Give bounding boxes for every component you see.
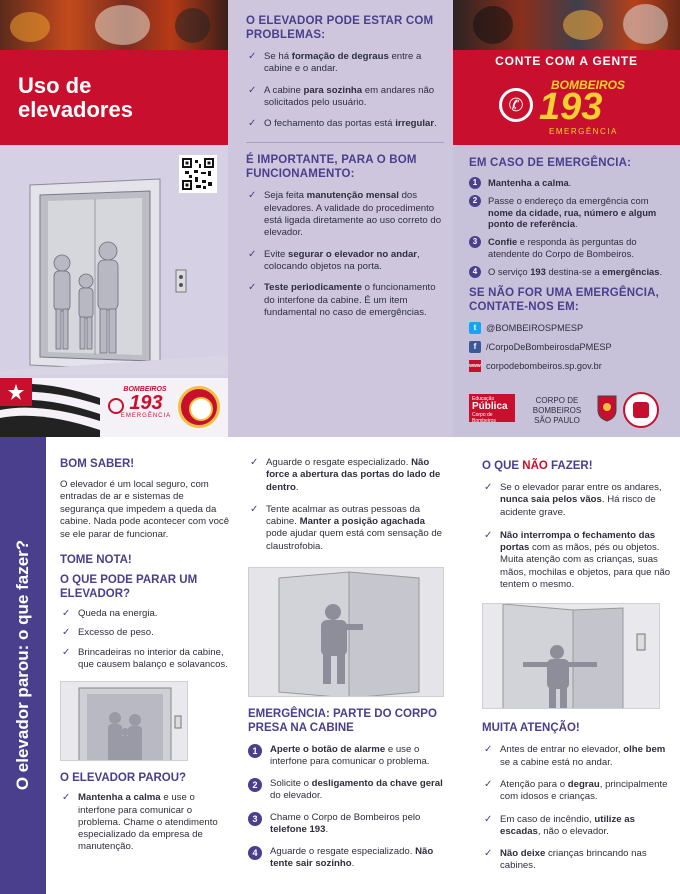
- list-item: ✓ O fechamento das portas está irregular.: [246, 118, 444, 130]
- waiting-list: [248, 457, 448, 553]
- list-item: ✓ Se há formação de degraus entre a cabine e o andar.: [246, 51, 444, 76]
- list-item: ✓ Não deixe crianças brincando nas cabines.: [482, 848, 674, 873]
- fire-department-seal-icon: [178, 386, 220, 428]
- elevator-stopped-heading: O ELEVADOR PAROU?: [60, 772, 187, 785]
- title-line-2: elevadores: [18, 97, 133, 122]
- list-item: ✓ Teste periodicamente o funcionamento do interfone da cabine. É um item fundamental no caso de emergências.: [246, 282, 444, 319]
- problems-section: [246, 14, 444, 319]
- column-2: [248, 457, 448, 870]
- list-item: ✓ Excesso de peso.: [60, 627, 230, 639]
- list-item: ✓ A cabine para sozinha em andares não solicitados pelo usuário.: [246, 85, 444, 110]
- logo-bottom: EMERGÊNCIA: [549, 127, 618, 136]
- list-item: ✓ Antes de entrar no elevador, olhe bem se a cabine está no andar.: [482, 744, 674, 769]
- what-not-to-do-heading: O QUE NÃO FAZER!: [482, 460, 593, 472]
- list-item: ✓ Evite segurar o elevador no andar, colocando objetos na porta.: [246, 249, 444, 274]
- twitter-icon: t: [469, 322, 481, 334]
- website-link[interactable]: www corpodebombeiros.sp.gov.br: [469, 360, 602, 371]
- attention-list: [482, 744, 674, 872]
- body-trapped-steps: [248, 744, 448, 870]
- title-band: [0, 50, 228, 145]
- list-item: 4 Aguarde o resgate especializado. Não tente sair sozinho.: [248, 846, 448, 871]
- divider: [246, 142, 444, 143]
- conte-title: CONTE COM A GENTE: [495, 54, 638, 68]
- list-item: ✓ Queda na energia.: [60, 608, 230, 620]
- list-item: 2 Solicite o desligamento da chave geral do elevador.: [248, 778, 448, 803]
- list-item: ✓ Em caso de incêndio, utilize as escadas, não o elevador.: [482, 814, 674, 839]
- firefighter-photo-strip-left: [0, 0, 228, 50]
- contacts: [469, 322, 674, 372]
- bombeiros-193-logo-small: [108, 386, 172, 428]
- list-item: 3 Confie e responda às perguntas do atendente do Corpo de Bombeiros.: [469, 236, 674, 260]
- list-item: ✓ Seja feita manutenção mensal dos elevadores. A validade do procedimento está ligada diretamente ao uso correto do elevador.: [246, 190, 444, 239]
- list-item: ✓ Brincadeiras no interior da cabine, que causem balanço e solavancos.: [60, 647, 230, 672]
- facebook-icon: f: [469, 341, 481, 353]
- list-item: ✓ Aguarde o resgate especializado. Não force a abertura das portas do lado de dentro.: [248, 457, 448, 494]
- corpo-de-bombeiros-label: CORPO DE BOMBEIROS SÃO PAULO: [532, 396, 582, 425]
- emergency-heading: EM CASO DE EMERGÊNCIA:: [469, 157, 632, 169]
- bom-saber-heading: BOM SABER!: [60, 458, 135, 470]
- educacao-publica-logo: Educação Pública Corpo de Bombeiros: [469, 394, 515, 422]
- brand-strip-right: [453, 390, 680, 437]
- twitter-link[interactable]: t @BOMBEIROSPMESP: [469, 322, 674, 334]
- list-item: 4 O serviço 193 destina-se a emergências.: [469, 266, 674, 278]
- list-item: ✓ Atenção para o degrau, principalmente com idosos e crianças.: [482, 779, 674, 804]
- forcing-door-illustration: [248, 567, 444, 697]
- elevator-family-illustration: [0, 175, 228, 375]
- logo-top: BOMBEIROS: [551, 78, 626, 92]
- facebook-link[interactable]: f /CorpoDeBombeirosdaPMESP: [469, 341, 674, 353]
- side-tab-label: O elevador parou: o que fazer?: [13, 539, 32, 791]
- top-panel: [0, 0, 680, 437]
- list-item: ✓ Se o elevador parar entre os andares, nunca saia pelos vãos. Há risco de acidente grave.: [482, 482, 674, 519]
- list-item: ✓ Não interrompa o fechamento das portas com as mãos, pés ou objetos. Muita atenção com as crianças, suas mãos, mochilas e objetos, para que não tentem o mesmo.: [482, 530, 674, 591]
- stopped-list: [60, 792, 230, 853]
- www-icon: www: [469, 360, 481, 372]
- problems-heading: O ELEVADOR PODE ESTAR COM PROBLEMAS:: [246, 15, 434, 41]
- emergency-section: [469, 156, 674, 372]
- conte-com-a-gente-band: [453, 50, 680, 145]
- bom-saber-text: O elevador é um local seguro, com entradas de ar e sistemas de segurança que impedem a queda da cabine. Nada pode acontecer com você se ele parar de funcionar.: [60, 479, 230, 540]
- mini-logo-bottom: EMERGÊNCIA: [120, 413, 172, 419]
- side-tab: [0, 437, 46, 894]
- not-emergency-heading: SE NÃO FOR UMA EMERGÊNCIA, CONTATE-NOS EM:: [469, 286, 660, 313]
- bombeiros-193-logo: [499, 74, 649, 140]
- column-3: [482, 459, 674, 873]
- stuck-elevator-illustration: [60, 681, 188, 761]
- tome-nota-heading: TOME NOTA!: [60, 554, 132, 567]
- bottom-panel: [0, 437, 680, 894]
- list-item: 1 Aperte o botão de alarme e use o interfone para comunicar o problema.: [248, 744, 448, 769]
- mini-logo-number: 193: [129, 392, 163, 414]
- bombeiros-shield-icon: [596, 394, 618, 422]
- list-item: ✓ Tente acalmar as outras pessoas da cabine. Manter a posição agachada pode ajudar quem está com sensação de claustrofobia.: [248, 504, 448, 553]
- phone-icon: ✆: [499, 88, 533, 122]
- list-item: ✓ Mantenha a calma e use o interfone para comunicar o problema. Chame o atendimento especializado da empresa de manutenção.: [60, 792, 230, 853]
- logo-number: 193: [539, 86, 603, 128]
- causes-list: [60, 608, 230, 671]
- important-heading: É IMPORTANTE, PARA O BOM FUNCIONAMENTO:: [246, 154, 417, 181]
- emergency-steps: [469, 177, 674, 278]
- list-item: 3 Chame o Corpo de Bombeiros pelo telefone 193.: [248, 812, 448, 837]
- policia-militar-seal-icon: [623, 392, 659, 428]
- sao-paulo-flag-icon: [0, 378, 100, 437]
- problems-list: [246, 51, 444, 130]
- firefighter-photo-strip-right: [453, 0, 680, 50]
- title-line-1: Uso de: [18, 73, 92, 98]
- mini-logo-top: BOMBEIROS: [123, 386, 167, 393]
- list-item: 2 Passe o endereço da emergência com nome da cidade, rua, número e algum ponto de referência.: [469, 195, 674, 230]
- page-title: [18, 74, 133, 122]
- brand-strip-left: [0, 378, 228, 437]
- attention-heading: MUITA ATENÇÃO!: [482, 722, 580, 735]
- what-stops-heading: O QUE PODE PARAR UM ELEVADOR?: [60, 574, 198, 601]
- hands-in-door-illustration: [482, 603, 660, 709]
- list-item: 1 Mantenha a calma.: [469, 177, 674, 189]
- important-list: [246, 190, 444, 319]
- phone-icon: [108, 398, 124, 414]
- dont-list: [482, 482, 674, 591]
- body-trapped-heading: EMERGÊNCIA: PARTE DO CORPO PRESA NA CABINE: [248, 708, 437, 735]
- column-1: [60, 457, 230, 854]
